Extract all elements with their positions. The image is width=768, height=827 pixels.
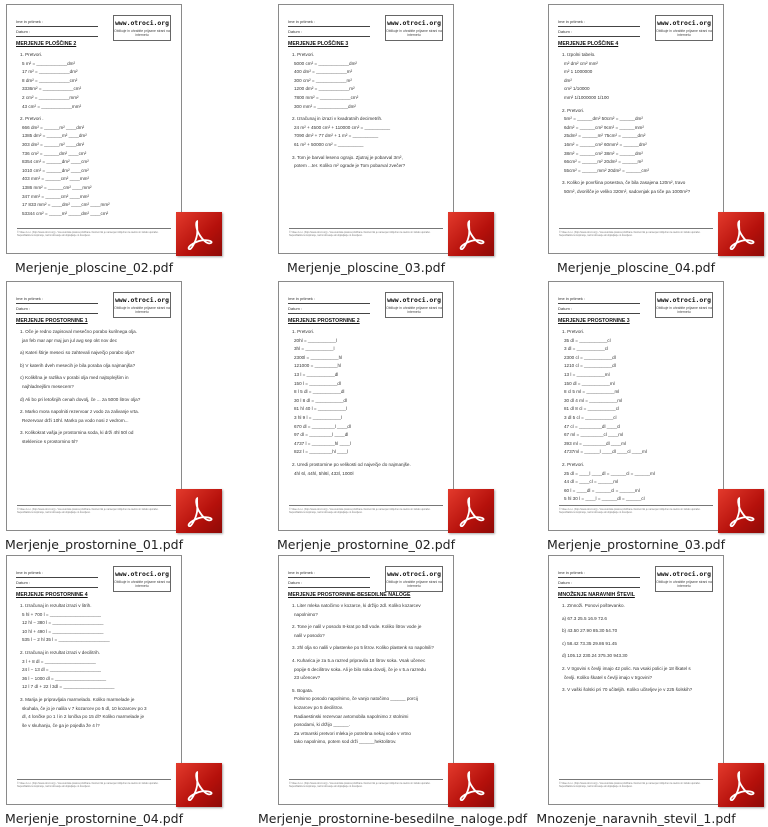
logo-site: www.otroci.org <box>387 296 441 304</box>
worksheet-line: 17 833 mm² = ____dm² ____cm² ____mm² <box>22 202 110 208</box>
logo-site: www.otroci.org <box>115 296 169 304</box>
worksheet-content <box>558 51 715 197</box>
worksheet-footer: © Vitae d.o.o. (http://www.otroci.org) - Vsa avtorska pravica pridržana. Delovni list je namenjen izključno za osebno in šolsko uporabo. Nepooblaščeno kopiranje, razmnoževanje ali objavljanje ni dovoljeno. <box>289 779 443 794</box>
date-field-label: Datum : <box>16 580 98 588</box>
worksheet-line: 24 m² + 4500 cm² + 110000 cm² = __________ <box>294 124 391 130</box>
worksheet-line: 1. Oče je redno zapisoval mesečno porabo kurilnega olja. <box>20 329 137 334</box>
worksheet-line: 2. Pretvori . <box>20 116 44 122</box>
worksheet-line: 25 dl = ____l ____dl = ______cl = ______ml <box>564 470 655 476</box>
logo-subtitle: Oblikuje in uhrabite prijazne strani na internetu <box>656 29 712 37</box>
name-field-label: Ime in priimek : <box>288 296 370 304</box>
worksheet-line: 666 dm² = ______m² ____dm² <box>22 124 85 130</box>
worksheet-line: 97 dl = _________l ____dl <box>294 432 349 438</box>
logo-subtitle: Oblikuje in uhrabite prijazne strani na internetu <box>114 306 170 314</box>
pdf-icon <box>448 489 494 533</box>
worksheet-line: 2. Pretvori. <box>562 461 585 467</box>
logo-subtitle: Oblikuje in uhrabite prijazne strani na internetu <box>386 306 442 314</box>
worksheet-line: d) 105.12 230.24 375.30 943.30 <box>562 653 628 659</box>
worksheet-line: 3 dl = ___________cl <box>564 346 609 352</box>
worksheet-content <box>16 51 173 218</box>
worksheet-title: MERJENJE PROSTORNINE 3 <box>558 318 630 324</box>
worksheet-line: 5 m² = ____________dm² <box>22 60 75 66</box>
logo-subtitle: Oblikuje in uhrabite prijazne strani na internetu <box>656 580 712 588</box>
worksheet-line: 150 dl = ___________ml <box>564 380 615 386</box>
name-field-label: Ime in priimek : <box>558 296 640 304</box>
date-field-label: Datum : <box>558 29 640 37</box>
file-name[interactable]: Merjenje_prostornine-besedilne_naloge.pdf <box>258 811 528 826</box>
worksheet-line: 2. V trgovini s čevlji imajo 42 polic. Na vsaki polici je 18 škatel s <box>562 665 691 671</box>
worksheet-line: 8354 cm² = ______dm² ____cm² <box>22 159 89 165</box>
worksheet-line: 81 dl 8 cl = ___________cl <box>564 406 620 412</box>
name-field-label: Ime in priimek : <box>558 19 640 27</box>
worksheet-line: 16m² = ______cm² 60mm² = ______dm² <box>564 141 647 147</box>
file-name[interactable]: Merjenje_ploscine_02.pdf <box>14 260 174 275</box>
worksheet-line: 81 hl 40 l = ___________l <box>294 406 348 412</box>
file-name[interactable]: Merjenje_prostornine_03.pdf <box>547 537 725 552</box>
worksheet-line: 13 l = ___________ml <box>564 371 610 377</box>
worksheet-line: a) 67.3 25.5 16.9 72.6 <box>562 615 607 621</box>
worksheet-line: 121000 = _________hl <box>294 363 342 369</box>
worksheet-line: še v skuhanju, če ga je pojedla že 4 l? <box>22 722 100 728</box>
worksheet-line: 150 l = ___________dl <box>294 380 341 386</box>
worksheet-line: c) 58.42 73.35 29.86 91.45 <box>562 640 617 646</box>
worksheet-line: 303 dm² = ______m² ____dm² <box>22 141 85 147</box>
worksheet-title: MERJENJE PLOŠČINE 3 <box>288 41 349 47</box>
worksheet-line: 66cm² = ______m² 20dm² = ______m² <box>564 159 643 165</box>
file-item[interactable] <box>548 281 768 553</box>
worksheet-line: 2. Pretvori. <box>562 107 585 113</box>
worksheet-line: 822 l = _________hl ____l <box>294 449 349 455</box>
worksheet-line: 400 dm² = ____________m² <box>294 69 353 75</box>
worksheet-line: 2. Izračunaj in rezultat izrazi v decilitrih. <box>20 649 100 655</box>
file-name[interactable]: Merjenje_ploscine_03.pdf <box>286 260 446 275</box>
worksheet-line: 347 mm² = ______cm² ____mm² <box>22 193 90 199</box>
worksheet-line: 300 mm² = ____________dm² <box>294 103 356 109</box>
worksheet-line: 30 dl 4 ml = ___________ml <box>564 397 623 403</box>
worksheet-line: 53344 cm² = _____m² _____dm² ____cm² <box>22 210 109 216</box>
worksheet-line: b) 43.50 27.90 85.30 54.70 <box>562 628 618 634</box>
file-item[interactable] <box>6 281 246 553</box>
name-field-label: Ime in priimek : <box>16 19 98 27</box>
otroci-logo <box>113 292 171 318</box>
worksheet-line: 2300l = ___________hl <box>294 354 343 360</box>
logo-site: www.otroci.org <box>115 570 169 578</box>
worksheet-title: MERJENJE PLOŠČINE 4 <box>558 41 619 47</box>
worksheet-line: 4. Kuharica je za 5.a razred pripravila 18 litrov soka. Vsak učenec <box>292 657 426 663</box>
logo-subtitle: Oblikuje in uhrabite prijazne strani na internetu <box>386 29 442 37</box>
worksheet-line: 3336m² = ____________cm² <box>22 86 82 92</box>
worksheet-line: 67 ml = _________cl ____ml <box>564 432 624 438</box>
date-field-label: Datum : <box>288 580 370 588</box>
worksheet-title: MERJENJE PLOŠČINE 2 <box>16 41 77 47</box>
worksheet-line: 3. Marija je pripravljala marmelado. Koliko marmelade je <box>20 696 135 702</box>
worksheet-line: popije 6 decilitrov soka. Ali je bilo soka dovolj, če je v 5.a razredu <box>294 666 426 672</box>
otroci-logo <box>113 566 171 592</box>
worksheet-line: 23 učencev? <box>294 675 321 681</box>
pdf-icon <box>718 489 764 533</box>
worksheet-line: 3 dl 5 cl = ___________cl <box>564 414 617 420</box>
name-field-label: Ime in priimek : <box>288 19 370 27</box>
worksheet-line: 7090 dm² + 77 dm² + 1 m² = __________ <box>294 133 379 139</box>
worksheet-footer: © Vitae d.o.o. (http://www.otroci.org) - Vsa avtorska pravica pridržana. Delovni list je namenjen izključno za osebno in šolsko uporabo. Nepooblaščeno kopiranje, razmnoževanje ali objavljanje ni dovoljeno. <box>17 228 171 243</box>
file-thumbnail <box>278 281 454 531</box>
worksheet-title: MERJENJE PROSTORNINE 4 <box>16 592 88 598</box>
worksheet-line: 1. Pretvori. <box>20 52 43 57</box>
worksheet-line: 5 hl + 700 l = ____________________ <box>22 611 101 617</box>
pdf-icon <box>448 212 494 256</box>
file-name[interactable]: Merjenje_prostornine_01.pdf <box>5 537 183 552</box>
worksheet-line: c) Kolikšna je razlika v porabi olja med najtoplejšim in <box>20 375 129 381</box>
worksheet-line: najhladnejšim mesecem? <box>22 383 74 389</box>
worksheet-line: 5 hl 30 l = ____l = ______dl = ______cl <box>564 496 645 502</box>
otroci-logo <box>655 566 713 592</box>
worksheet-line: d) Ali bo pri letošnjih cenah dovolj, če ... za 5000 litrov olja? <box>20 396 141 402</box>
pdf-icon <box>176 763 222 807</box>
date-field-label: Datum : <box>16 306 98 314</box>
worksheet-line: 3. 2hl olja so nalili v plastenke po 5 litrov. Koliko plastenk so napolnili? <box>292 645 434 651</box>
worksheet-line: dl, 4 lončke po 1 l in 2 lončka po 15 dl? Koliko marmelade je <box>22 714 145 720</box>
worksheet-line: potem ...ter. Koliko m² ograde je Tom pobarval zvečer? <box>294 163 406 169</box>
worksheet-line: 50m², dvorišče je veliko 320m², sadovnjak pa tiče pa 1000m²? <box>564 188 691 194</box>
otroci-logo <box>385 15 443 41</box>
worksheet-line: 1. Izračunaj in rezultat izrazi v litrih. <box>20 603 92 608</box>
worksheet-title: MERJENJE PROSTORNINE 1 <box>16 318 88 324</box>
pdf-icon <box>176 489 222 533</box>
worksheet-line: čevlji. Koliko škatel s čevlji imajo v trgovini? <box>564 674 653 680</box>
logo-subtitle: Oblikuje in uhrabite prijazne strani na internetu <box>114 580 170 588</box>
file-thumbnail <box>6 4 182 254</box>
worksheet-line: 5m² = ______dm² 50cm² = ______dm² <box>564 116 643 122</box>
worksheet-content <box>16 328 173 447</box>
worksheet-line: 1200 dm² = ____________m² <box>294 86 355 92</box>
worksheet-line: 8 l 5 dl = ___________dl <box>294 389 345 395</box>
worksheet-line: m² dm² cm² mm² <box>564 60 598 66</box>
worksheet-line: 4737 l = _________hl ____l <box>294 440 351 446</box>
file-thumbnail <box>6 555 182 805</box>
file-item[interactable] <box>6 555 246 827</box>
worksheet-line: 36 l − 1000 dl = ____________________ <box>22 675 107 681</box>
worksheet-footer: © Vitae d.o.o. (http://www.otroci.org) - Vsa avtorska pravica pridržana. Delovni list je namenjen izključno za osebno in šolsko uporabo. Nepooblaščeno kopiranje, razmnoževanje ali objavljanje ni dovoljeno. <box>289 228 443 243</box>
logo-site: www.otroci.org <box>387 19 441 27</box>
name-field-label: Ime in priimek : <box>558 570 640 578</box>
worksheet-line: 3 l + 8 dl = ____________________ <box>22 658 96 664</box>
logo-subtitle: Oblikuje in uhrabite prijazne strani na internetu <box>114 29 170 37</box>
worksheet-line: dm² <box>564 77 572 83</box>
file-item[interactable] <box>6 4 246 276</box>
worksheet-line: 55cm² = ______mm² 20dm² = ______cm² <box>564 167 650 173</box>
logo-subtitle: Oblikuje in uhrabite prijazne strani na internetu <box>656 306 712 314</box>
name-field-label: Ime in priimek : <box>16 296 98 304</box>
logo-site: www.otroci.org <box>387 570 441 578</box>
worksheet-content <box>288 602 445 747</box>
worksheet-line: m² 1 1000000 <box>564 69 593 75</box>
worksheet-line: tako napolnimo, potem sod drži ______hektolitrov. <box>294 739 397 745</box>
worksheet-footer: © Vitae d.o.o. (http://www.otroci.org) - Vsa avtorska pravica pridržana. Delovni list je namenjen izključno za osebno in šolsko uporabo. Nepooblaščeno kopiranje, razmnoževanje ali objavljanje ni dovoljeno. <box>559 505 713 520</box>
worksheet-line: 24 l − 13 dl = ____________________ <box>22 667 101 673</box>
logo-site: www.otroci.org <box>657 296 711 304</box>
worksheet-line: 44 dl = ____cl = ______ml <box>564 479 619 485</box>
worksheet-footer: © Vitae d.o.o. (http://www.otroci.org) - Vsa avtorska pravica pridržana. Delovni list je namenjen izključno za osebno in šolsko uporabo. Nepooblaščeno kopiranje, razmnoževanje ali objavljanje ni dovoljeno. <box>17 779 171 794</box>
file-thumbnail <box>548 4 724 254</box>
otroci-logo <box>385 292 443 318</box>
worksheet-line: 17 m² = ____________dm² <box>22 69 78 75</box>
worksheet-line: Rezervoar drži 10hl. Marko pa vodo nosi z vedrom... <box>22 417 129 423</box>
worksheet-line: 2 cm² = ____________mm² <box>22 94 79 100</box>
worksheet-title: MERJENJE PROSTORNINE-BESEDILNE NALOGE <box>288 592 411 598</box>
worksheet-title: MNOŽENJE NARAVNIH ŠTEVIL <box>558 592 635 598</box>
file-item[interactable] <box>278 281 518 553</box>
worksheet-line: 1386 mm² = ______cm² ____mm² <box>22 184 92 190</box>
file-name[interactable]: Merjenje_prostornine_02.pdf <box>277 537 455 552</box>
file-name[interactable]: Mnozenje_naravnih_stevil_1.pdf <box>536 811 736 826</box>
worksheet-line: 403 mm² = ______cm² ____mm² <box>22 176 90 182</box>
worksheet-line: 4737ml = ______l ____dl ____cl ____ml <box>564 449 647 455</box>
worksheet-line: 3 hl 9 l = ___________l <box>294 414 342 420</box>
worksheet-line: 38m² = ______cm² 38m² = ______dm² <box>564 150 643 156</box>
date-field-label: Datum : <box>288 306 370 314</box>
worksheet-line: 1. Liter mleka natočimo v kozarce, ki držijo 2dl. Koliko kozarcev <box>292 603 421 608</box>
worksheet-line: skuhala, če jo je nalila v 7 kozarcev po 5 dl, 10 kozarcev po 3 <box>22 705 147 711</box>
worksheet-line: nalil v posodo? <box>294 632 325 638</box>
date-field-label: Datum : <box>16 29 98 37</box>
worksheet-title: MERJENJE PROSTORNINE 2 <box>288 318 360 324</box>
worksheet-line: 3hl = ___________l <box>294 346 335 352</box>
worksheet-line: 300 cm² = ____________m² <box>294 77 352 83</box>
worksheet-line: 60 l = ____dl = ______cl = ______ml <box>564 487 640 493</box>
worksheet-content <box>558 328 715 504</box>
worksheet-line: 1. Zmnoži. Ponovi poštevanko. <box>562 603 625 608</box>
pdf-icon <box>176 212 222 256</box>
logo-site: www.otroci.org <box>115 19 169 27</box>
worksheet-line: 1385 dm² = ______m² ____dm² <box>22 133 87 139</box>
file-thumbnail <box>548 555 724 805</box>
file-thumbnail <box>6 281 182 531</box>
worksheet-line: 5000 cm² = ____________dm² <box>294 60 357 66</box>
pdf-icon <box>718 763 764 807</box>
worksheet-line: 8 dm² = ____________cm² <box>22 77 78 83</box>
worksheet-line: Za vrtnarski pretvori mleka je potrebna nekaj vode v vrtno <box>294 730 411 736</box>
worksheet-line: 20hl = ___________l <box>294 337 338 343</box>
worksheet-line: 1210 cl = ___________dl <box>564 363 616 369</box>
worksheet-line: 2. Marko mora napolniti rezervoar z vodo za zalivanje vrta. <box>20 409 139 415</box>
file-thumbnail <box>278 555 454 805</box>
worksheet-line: 13 l = ___________dl <box>294 371 339 377</box>
worksheet-line: 1. Pretvori. <box>562 329 585 334</box>
worksheet-line: 6dm² = ______cm² 9cm² = ______mm² <box>564 124 644 130</box>
worksheet-line: 3. V vaški šolski pri 70 učiteljih. Koliko učiteljev je v 225 šolskih? <box>562 687 693 693</box>
worksheet-footer: © Vitae d.o.o. (http://www.otroci.org) - Vsa avtorska pravica pridržana. Delovni list je namenjen izključno za osebno in šolsko uporabo. Nepooblaščeno kopiranje, razmnoževanje ali objavljanje ni dovoljeno. <box>559 779 713 794</box>
worksheet-line: 670 dl = _________l ____dl <box>294 423 351 429</box>
otroci-logo <box>655 15 713 41</box>
worksheet-line: b) V katerih dveh mesecih je bila poraba olja najmanjša? <box>20 362 136 368</box>
worksheet-line: 1. Pretvori. <box>292 52 315 57</box>
file-item[interactable] <box>258 555 528 827</box>
worksheet-line: a) Kateri štirje meseci so zahtevali največjo porabo olja? <box>20 350 135 356</box>
worksheet-line: Polnimo posodo napolnimo, če vanjo natočimo ______ porcij <box>294 696 418 702</box>
worksheet-line: mm² 1/1000000 1/100 <box>564 94 609 100</box>
date-field-label: Datum : <box>558 306 640 314</box>
file-name[interactable]: Merjenje_ploscine_04.pdf <box>556 260 716 275</box>
worksheet-line: 535 l − 2 hl 35 l = ____________________ <box>22 637 110 643</box>
worksheet-line: 25dm² = ______m² 75cm² = ______dm² <box>564 133 646 139</box>
name-field-label: Ime in priimek : <box>288 570 370 578</box>
name-field-label: Ime in priimek : <box>16 570 98 578</box>
worksheet-content <box>288 328 445 478</box>
worksheet-line: 2. Tone je nalil v posodo 8-krat po 5dl vode. Koliko litrov vode je <box>292 624 422 630</box>
pdf-icon <box>448 763 494 807</box>
worksheet-line: 1010 cm² = ______dm² ____cm² <box>22 167 89 173</box>
worksheet-line: 43 cm² = ____________mm² <box>22 103 82 109</box>
worksheet-line: 393 ml = _________dl ____ml <box>564 440 626 446</box>
worksheet-content <box>558 602 715 695</box>
worksheet-line: 2. Izračunaj in izrazi v kvadratnih decimetrih. <box>292 116 383 122</box>
worksheet-line: 10 hl + 490 l = ____________________ <box>22 628 104 634</box>
worksheet-content <box>16 602 173 730</box>
worksheet-line: 61 m² + 50000 cm² = __________ <box>294 141 364 147</box>
worksheet-line: 35 dl = ___________cl <box>564 337 611 343</box>
file-name[interactable]: Merjenje_prostornine_04.pdf <box>5 811 183 826</box>
worksheet-line: napolnimo? <box>294 611 318 617</box>
pdf-icon <box>718 212 764 256</box>
worksheet-line: 3. Koliko je površina posestva, če bila zasajena 120m², travo <box>562 180 686 186</box>
worksheet-line: 736 cm² = ______dm² ____cm² <box>22 150 87 156</box>
worksheet-line: kozarcev po 5 decilitrov. <box>294 704 343 710</box>
worksheet-line: 3. Tom je barval leseno ograjo. Zjutraj je pobarval 3m², <box>292 154 403 160</box>
worksheet-line: posodami, ki držijo ______. <box>294 722 350 728</box>
worksheet-line: 1. Izpolni tabelo. <box>562 52 596 57</box>
worksheet-line: 5. Bogata. <box>292 687 313 693</box>
logo-site: www.otroci.org <box>657 19 711 27</box>
worksheet-line: 12 hl − 380 l = ____________________ <box>22 620 104 626</box>
worksheet-line: steklenice s prostornino 5l? <box>22 438 78 444</box>
file-item[interactable] <box>548 4 768 276</box>
file-item[interactable] <box>278 4 518 276</box>
worksheet-footer: © Vitae d.o.o. (http://www.otroci.org) - Vsa avtorska pravica pridržana. Delovni list je namenjen izključno za osebno in šolsko uporabo. Nepooblaščeno kopiranje, razmnoževanje ali objavljanje ni dovoljeno. <box>289 505 443 520</box>
worksheet-line: 7800 mm² = ____________cm² <box>294 94 359 100</box>
otroci-logo <box>385 566 443 592</box>
otroci-logo <box>655 292 713 318</box>
logo-site: www.otroci.org <box>657 570 711 578</box>
worksheet-line: Radiaestinski rezervoar avtomobila napolnimo z stolnimi <box>294 713 409 719</box>
file-item[interactable] <box>536 555 768 827</box>
worksheet-line: 1. Pretvori. <box>292 329 315 334</box>
worksheet-line: 2. Uredi prostornine po velikosti od največje do najmanjše. <box>292 461 411 467</box>
worksheet-line: jan feb mar apr maj jun jul avg sep okt nov dec <box>22 337 117 343</box>
worksheet-line: 8 cl 5 ml = ___________ml <box>564 389 620 395</box>
worksheet-line: 30 l 8 dl = ___________dl <box>294 397 348 403</box>
date-field-label: Datum : <box>558 580 640 588</box>
worksheet-content <box>288 51 445 171</box>
logo-subtitle: Oblikuje in uhrabite prijazne strani na internetu <box>386 580 442 588</box>
worksheet-footer: © Vitae d.o.o. (http://www.otroci.org) - Vsa avtorska pravica pridržana. Delovni list je namenjen izključno za osebno in šolsko uporabo. Nepooblaščeno kopiranje, razmnoževanje ali objavljanje ni dovoljeno. <box>559 228 713 243</box>
date-field-label: Datum : <box>288 29 370 37</box>
file-thumbnail <box>548 281 724 531</box>
worksheet-line: 47 cl = _________dl ____cl <box>564 423 621 429</box>
worksheet-footer: © Vitae d.o.o. (http://www.otroci.org) - Vsa avtorska pravica pridržana. Delovni list je namenjen izključno za osebno in šolsko uporabo. Nepooblaščeno kopiranje, razmnoževanje ali objavljanje ni dovoljeno. <box>17 505 171 520</box>
file-thumbnail <box>278 4 454 254</box>
worksheet-line: 12 l 7 dl + 22 l 3dl = ____________________ <box>22 684 115 690</box>
worksheet-line: 2300 cl = ___________dl <box>564 354 616 360</box>
worksheet-line: cm² 1/10000 <box>564 86 590 92</box>
otroci-logo <box>113 15 171 41</box>
worksheet-line: 4hl 6l, 44hl, 5hl6l, 433l, 1000l <box>294 470 354 476</box>
worksheet-line: 3. Kolikokrat vašja je prostornina soda, ki drži 4hl 50l od <box>20 430 134 436</box>
